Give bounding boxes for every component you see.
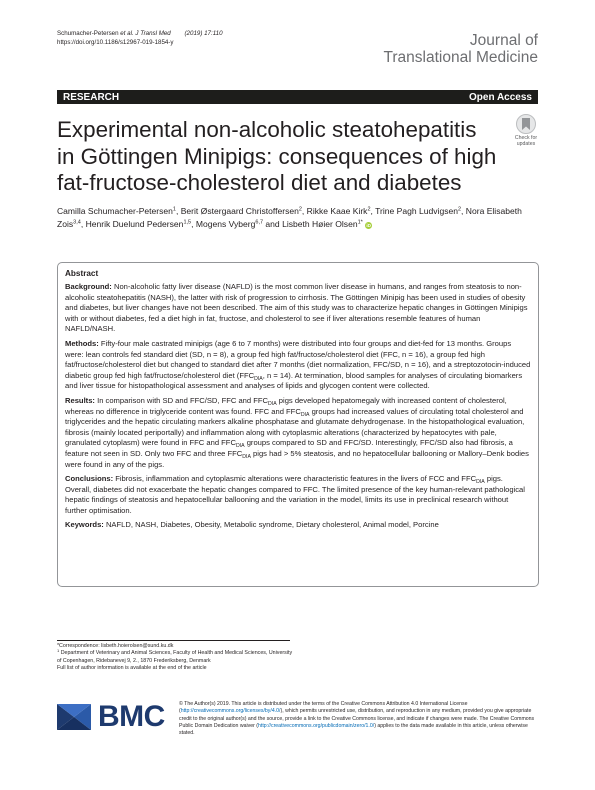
citation-header (57, 30, 223, 47)
results-text-b: pigs developed hepatomegaly with increased content of cholesterol, whereas no difference in triglyceride content was found. FFC and FFC (65, 395, 507, 416)
results-subscript-2: DIA (300, 411, 310, 418)
author-name[interactable]: Rikke Kaae Kirk (306, 206, 368, 216)
check-updates-line-2: updates (516, 140, 536, 147)
results-text-a: In comparison with SD and FFC/SD, FFC and FFC (97, 395, 269, 405)
methods-text-b: , n = 14). At termination, blood samples for analyses of circulating biomarkers and liver tissue for histopathological assessment and analyses of lipids and glycogen content were collected. (65, 370, 523, 391)
author-list (57, 205, 539, 230)
results-label: Results: (65, 395, 95, 405)
results-text-c: groups had increased values of circulating total cholesterol and triglycerides and the hepatic circulating markers alkaline phosphatase and glutamate dehydrogenase. In the histopathological evaluation, fibrosis (mainly located periportally) and inflammation along with cytoplasmic alterations (characterized by hepatocytes with pale, granulated cytoplasm) were found in FFC and FFC (65, 406, 525, 448)
keywords-text: NAFLD, NASH, Diabetes, Obesity, Metabolic syndrome, Dietary cholesterol, Animal model, Porcine (105, 520, 439, 530)
open-access-label: Open Access (469, 91, 532, 103)
article-title: Experimental non-alcoholic steatohepatitis in Göttingen Minipigs: consequences of high fat-fructose-cholesterol diet and diabetes (57, 117, 497, 195)
full-list-note: Full list of author information is available at the end of the article (57, 664, 207, 671)
cite-authors: Schumacher-Petersen (57, 30, 119, 37)
license-text-a: © The Author(s) 2019. This article is distributed under the terms of the Creative Commons Attribution 4.0 International License ( (179, 701, 468, 715)
cite-journal: et al. J Transl Med (120, 30, 171, 37)
cite-volume: (2019) 17:110 (184, 30, 223, 37)
author-separator: , (80, 218, 86, 229)
correspondence-email[interactable]: *Correspondence: lisbeth.hoierolsen@sund.ku.dk (57, 643, 174, 649)
license-link-cc-by[interactable]: http://creativecommons.org/licenses/by/4.0/ (180, 708, 281, 715)
background-label: Background: (65, 282, 112, 291)
journal-line-1: Journal of (469, 32, 538, 49)
abstract-background (65, 282, 531, 335)
orcid-icon[interactable]: iD (366, 223, 371, 229)
bmc-logo-text: BMC (98, 700, 165, 733)
conclusions-text-a: Fibrosis, inflammation and cytoplasmic alterations were characteristic features in the livers of FCC and FFC (115, 474, 477, 484)
author-name[interactable]: Berit Østergaard Christoffersen (180, 206, 299, 216)
conclusions-text-b: pigs. Overall, diabetes did not exacerbate the hepatic changes compared to FFC. The limited presence of the key human-relevant pathological hepatic findings of steatosis and hepatocellular ballooning and the variation in the model, limits its use in preclinical research without further optimisation. (65, 474, 525, 515)
methods-subscript: DIA (254, 375, 263, 382)
author-separator: , (175, 206, 181, 216)
author-separator: , (191, 218, 196, 229)
author-name[interactable]: Mogens Vyberg (195, 218, 256, 229)
abstract-heading: Abstract (65, 269, 99, 278)
author-separator: and (263, 218, 283, 229)
results-subscript-1: DIA (268, 400, 277, 407)
journal-line-2: Translational Medicine (383, 48, 538, 66)
bmc-logo (57, 702, 165, 732)
author-affiliation: 1* (357, 219, 363, 226)
affiliation-1 (57, 650, 297, 665)
author-affiliation: 3,4 (73, 219, 81, 226)
abstract-keywords (65, 520, 531, 531)
author-affiliation: 2 (457, 206, 462, 213)
methods-label: Methods: (65, 338, 99, 348)
author-name[interactable]: Henrik Duelund Pedersen (85, 218, 184, 229)
author-name[interactable]: Lisbeth Høier Olsen (282, 218, 358, 229)
author-name[interactable]: Nora Elisabeth Zois (57, 206, 522, 229)
author-separator: , (301, 206, 307, 216)
footnotes (57, 643, 297, 672)
author-separator: , (370, 206, 376, 216)
license-text-b: ), which permits unrestricted use, distribution, and reproduction in any medium, provided you give appropriate credit to the original author(s) and the source, provide a link to the Creative Commons license, and indicate if changes were made. The Creative Commons Public Domain Dedication waiver ( (179, 708, 535, 729)
author-affiliation: 1,5 (183, 219, 192, 226)
results-text-d: groups compared to SD and FFC/SD. Interestingly, FFC/SD also had fibrosis, a feature not seen in SD. Only two FFC and three FFC (65, 438, 513, 458)
keywords-label: Keywords: (65, 520, 104, 530)
affiliation-number: 1 (57, 648, 60, 654)
author-affiliation: 2 (298, 206, 302, 213)
abstract-conclusions (65, 474, 531, 516)
abstract-methods (65, 339, 531, 392)
author-affiliation: 2 (367, 206, 371, 213)
author-affiliation: 6,7 (255, 219, 264, 226)
affiliation-text: Department of Veterinary and Animal Sciences, Faculty of Health and Medical Sciences, University of Copenhagen, Ridebanevej 9, 2., 1870 Frederiksberg, Denmark (57, 650, 293, 664)
check-updates-line-1: Check for (514, 135, 538, 141)
background-text: Non-alcoholic fatty liver disease (NAFLD) is the most common liver disease in humans, and ranges from steatosis to non-alcoholic steatohepatitis (NASH), the latter with risk of progression to cirrhosis. The Göttingen Minipig has been used in studies of obesity and diabetes, but liver changes have not been described. The aim of this study was to characterize hepatic changes in Göttingen Minipigs with or without diabetes, fed a diet high in fat, fructose, and cholesterol to see if liver alterations resemble features of human NAFLD/NASH. (65, 282, 528, 334)
license-text (179, 701, 539, 737)
results-subscript-3: DIA (235, 443, 245, 450)
methods-text-a: Fifty-four male castrated minipigs (age 6 to 7 months) were distributed into four groups and diet-fed for 13 months. Groups were: lean controls fed standard diet (SD, n = 8), a group fed high fat/fructose/cholesterol diet (FFC, n = 16), a group fed high fat/fructose/cholesterol diet but changed to standard diet after 7 months (diet normalization, FFC/SD, n = 16), and a streptozotocin-induced diabetic group fed high fat/fructose/cholesterol diet (FFC (65, 338, 531, 380)
author-name[interactable]: Camilla Schumacher-Petersen (57, 206, 173, 216)
bookmark-icon (516, 114, 536, 134)
abstract-box (57, 262, 539, 587)
conclusions-label: Conclusions: (65, 474, 114, 484)
article-type: RESEARCH (63, 91, 120, 103)
license-text-c: ) applies to the data made available in this article, unless otherwise stated. (179, 722, 528, 736)
results-text-e: pigs had > 5% steatosis, and no hepatocellular ballooning or Mallory–Denk bodies were found in any of the pigs. (65, 448, 529, 469)
results-subscript-4: DIA (242, 453, 251, 460)
conclusions-subscript: DIA (476, 479, 485, 486)
license-link-cc0[interactable]: http://creativecommons.org/publicdomain/zero/1.0/ (258, 722, 375, 729)
abstract-results (65, 396, 531, 470)
author-separator: , (461, 206, 466, 216)
doi-link[interactable]: https://doi.org/10.1186/s12967-019-1854-y (57, 38, 174, 46)
journal-name (383, 33, 538, 66)
footnote-divider (57, 640, 290, 641)
check-for-updates-button[interactable] (513, 114, 539, 148)
article-type-bar (57, 90, 538, 104)
bmc-logo-mark-icon (57, 704, 91, 730)
author-name[interactable]: Trine Pagh Ludvigsen (375, 206, 458, 216)
author-affiliation: 1 (172, 206, 176, 213)
